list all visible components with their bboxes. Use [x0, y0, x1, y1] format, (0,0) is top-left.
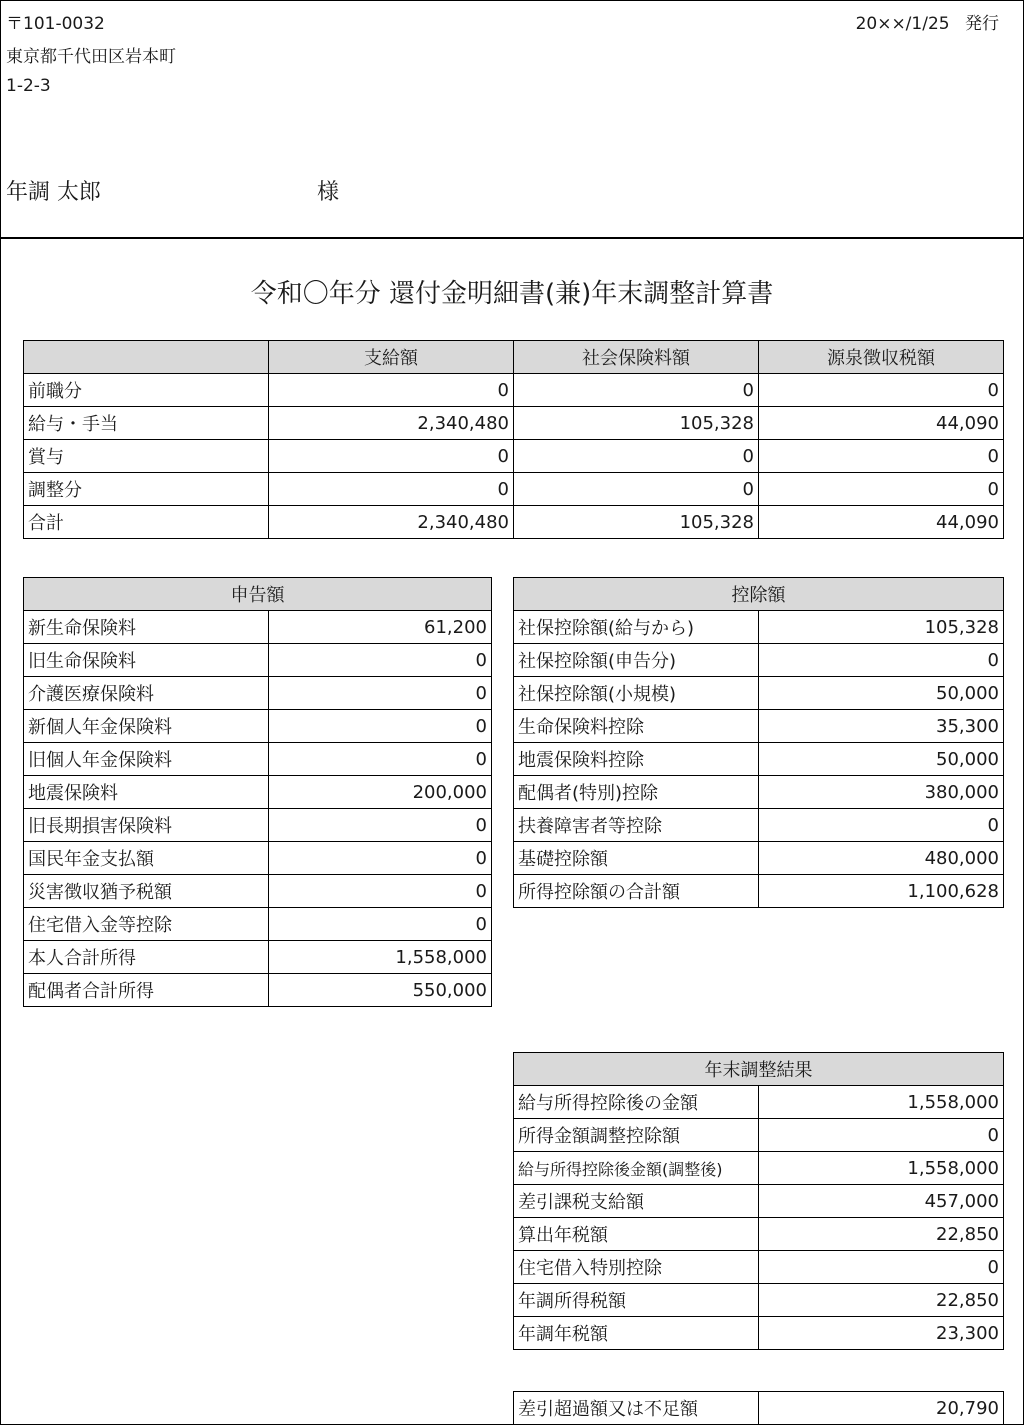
result-header: 年末調整結果	[514, 1053, 1004, 1086]
table-row	[514, 776, 1004, 809]
row-label: 社保控除額(申告分)	[514, 644, 759, 677]
summary-table	[23, 340, 1004, 539]
row-value: 50,000	[759, 677, 1004, 710]
pay-value: 0	[269, 374, 514, 407]
table-row	[24, 743, 492, 776]
table-row	[24, 644, 492, 677]
row-label: 年調所得税額	[514, 1284, 759, 1317]
table-row	[24, 809, 492, 842]
table-row	[514, 710, 1004, 743]
row-value: 50,000	[759, 743, 1004, 776]
pay-value: 2,340,480	[269, 506, 514, 539]
row-value: 1,558,000	[759, 1152, 1004, 1185]
row-value: 22,850	[759, 1284, 1004, 1317]
table-row	[514, 1185, 1004, 1218]
table-row	[24, 611, 492, 644]
tax-value: 0	[759, 473, 1004, 506]
row-label: 調整分	[24, 473, 269, 506]
table-row	[514, 644, 1004, 677]
address-line1: 東京都千代田区岩本町	[6, 47, 176, 67]
table-row	[24, 941, 492, 974]
row-value: 0	[759, 644, 1004, 677]
row-label: 配偶者合計所得	[24, 974, 269, 1007]
table-row	[514, 1218, 1004, 1251]
row-value: 23,300	[759, 1317, 1004, 1350]
row-value: 0	[269, 743, 492, 776]
table-row	[24, 974, 492, 1007]
table-row	[24, 440, 1004, 473]
table-row	[514, 1251, 1004, 1284]
table-row	[24, 506, 1004, 539]
table-row	[24, 842, 492, 875]
insurance-value: 0	[514, 473, 759, 506]
row-label: 介護医療保険料	[24, 677, 269, 710]
honorific: 様	[317, 180, 340, 205]
tax-value: 44,090	[759, 407, 1004, 440]
row-value: 0	[759, 1251, 1004, 1284]
row-label: 旧個人年金保険料	[24, 743, 269, 776]
row-value: 480,000	[759, 842, 1004, 875]
summary-header-blank	[24, 341, 269, 374]
declared-header-row	[24, 578, 492, 611]
row-value: 1,558,000	[759, 1086, 1004, 1119]
table-row	[514, 743, 1004, 776]
row-label: 算出年税額	[514, 1218, 759, 1251]
row-value: 380,000	[759, 776, 1004, 809]
row-label: 年調年税額	[514, 1317, 759, 1350]
table-row	[514, 1152, 1004, 1185]
row-value: 457,000	[759, 1185, 1004, 1218]
row-value: 1,100,628	[759, 875, 1004, 908]
row-value: 0	[269, 710, 492, 743]
declared-table	[23, 577, 492, 1007]
row-label: 給与所得控除後の金額	[514, 1086, 759, 1119]
row-label: 地震保険料	[24, 776, 269, 809]
document-title: 令和〇年分 還付金明細書(兼)年末調整計算書	[250, 279, 774, 309]
insurance-value: 105,328	[514, 407, 759, 440]
table-row	[24, 908, 492, 941]
row-value: 1,558,000	[269, 941, 492, 974]
table-row	[514, 1392, 1004, 1425]
tax-value: 0	[759, 440, 1004, 473]
row-value: 200,000	[269, 776, 492, 809]
row-label: 新生命保険料	[24, 611, 269, 644]
row-value: 61,200	[269, 611, 492, 644]
insurance-value: 105,328	[514, 506, 759, 539]
table-row	[514, 1086, 1004, 1119]
row-label: 所得控除額の合計額	[514, 875, 759, 908]
difference-label: 差引超過額又は不足額	[514, 1392, 759, 1425]
row-label: 生命保険料控除	[514, 710, 759, 743]
insurance-value: 0	[514, 440, 759, 473]
table-row	[514, 809, 1004, 842]
pay-value: 2,340,480	[269, 407, 514, 440]
table-row	[514, 875, 1004, 908]
row-value: 22,850	[759, 1218, 1004, 1251]
row-label: 社保控除額(給与から)	[514, 611, 759, 644]
table-row	[24, 473, 1004, 506]
row-value: 0	[269, 908, 492, 941]
row-label: 本人合計所得	[24, 941, 269, 974]
table-row	[514, 611, 1004, 644]
recipient-name: 年調 太郎	[6, 180, 101, 205]
row-label: 給与所得控除後金額(調整後)	[514, 1152, 759, 1185]
issue-date: 20××/1/25	[855, 14, 950, 34]
table-row	[24, 875, 492, 908]
row-label: 扶養障害者等控除	[514, 809, 759, 842]
pay-value: 0	[269, 440, 514, 473]
row-label: 住宅借入特別控除	[514, 1251, 759, 1284]
deductions-table	[513, 577, 1004, 908]
table-row	[24, 710, 492, 743]
row-value: 0	[269, 875, 492, 908]
table-row	[514, 1284, 1004, 1317]
row-value: 0	[269, 677, 492, 710]
table-row	[24, 776, 492, 809]
row-label: 住宅借入金等控除	[24, 908, 269, 941]
tax-value: 0	[759, 374, 1004, 407]
declared-header: 申告額	[24, 578, 492, 611]
summary-header-row	[24, 341, 1004, 374]
row-value: 0	[269, 644, 492, 677]
row-label: 賞与	[24, 440, 269, 473]
issue-label: 発行	[965, 14, 999, 34]
summary-header-insurance: 社会保険料額	[514, 341, 759, 374]
difference-value: 20,790	[759, 1392, 1004, 1425]
row-label: 新個人年金保険料	[24, 710, 269, 743]
row-label: 地震保険料控除	[514, 743, 759, 776]
row-value: 0	[269, 809, 492, 842]
deductions-header: 控除額	[514, 578, 1004, 611]
table-row	[514, 842, 1004, 875]
row-label: 社保控除額(小規模)	[514, 677, 759, 710]
table-row	[24, 677, 492, 710]
row-value: 0	[269, 842, 492, 875]
insurance-value: 0	[514, 374, 759, 407]
table-row	[514, 677, 1004, 710]
table-row	[24, 407, 1004, 440]
difference-table	[513, 1391, 1004, 1425]
postal-code: 〒101-0032	[6, 14, 105, 34]
pay-value: 0	[269, 473, 514, 506]
row-label: 災害徴収猶予税額	[24, 875, 269, 908]
row-value: 35,300	[759, 710, 1004, 743]
row-label: 差引課税支給額	[514, 1185, 759, 1218]
header-divider	[1, 237, 1023, 239]
tax-value: 44,090	[759, 506, 1004, 539]
row-label: 所得金額調整控除額	[514, 1119, 759, 1152]
summary-header-tax: 源泉徴収税額	[759, 341, 1004, 374]
summary-header-pay: 支給額	[269, 341, 514, 374]
deductions-header-row	[514, 578, 1004, 611]
address-line2: 1-2-3	[6, 76, 51, 96]
table-row	[514, 1317, 1004, 1350]
row-label: 給与・手当	[24, 407, 269, 440]
row-label: 旧長期損害保険料	[24, 809, 269, 842]
row-value: 550,000	[269, 974, 492, 1007]
table-row	[514, 1119, 1004, 1152]
row-label: 基礎控除額	[514, 842, 759, 875]
row-label: 配偶者(特別)控除	[514, 776, 759, 809]
table-row	[24, 374, 1004, 407]
row-label: 前職分	[24, 374, 269, 407]
result-table	[513, 1052, 1004, 1350]
row-value: 0	[759, 1119, 1004, 1152]
result-header-row	[514, 1053, 1004, 1086]
row-value: 105,328	[759, 611, 1004, 644]
row-label: 合計	[24, 506, 269, 539]
issue-info	[856, 9, 999, 34]
row-value: 0	[759, 809, 1004, 842]
row-label: 旧生命保険料	[24, 644, 269, 677]
row-label: 国民年金支払額	[24, 842, 269, 875]
